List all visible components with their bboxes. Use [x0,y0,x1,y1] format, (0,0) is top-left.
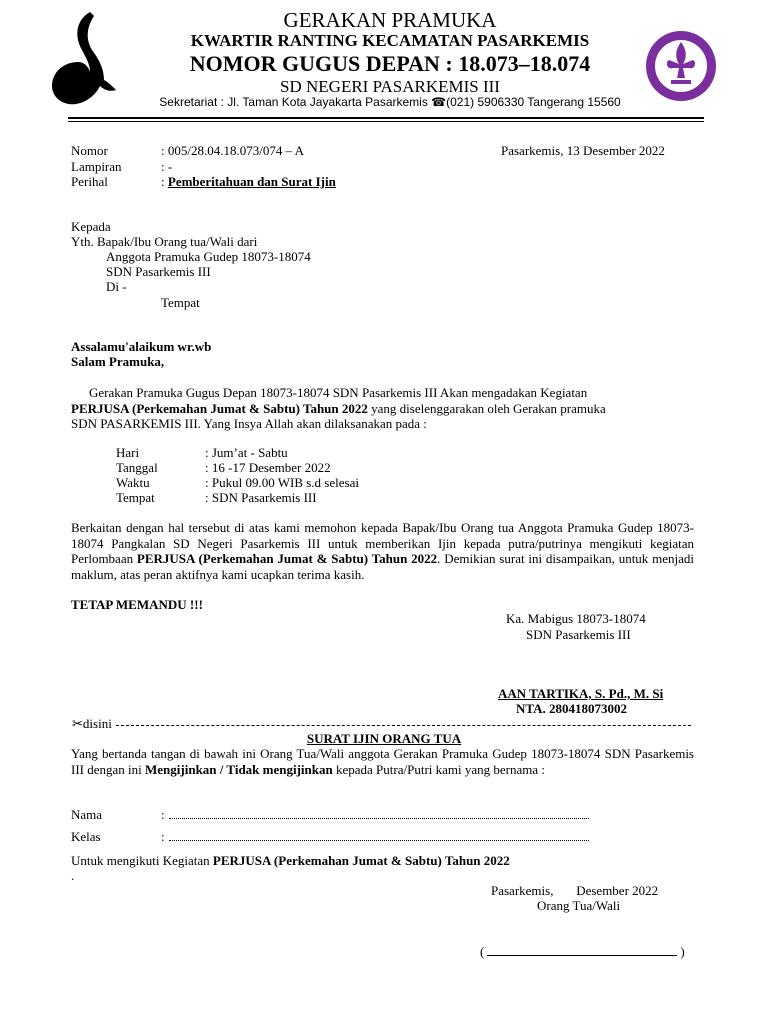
schedule-hari-label: Hari [116,445,140,460]
signature-title: Ka. Mabigus 18073-18074 [506,611,646,626]
nama-field[interactable] [161,807,589,823]
nama-colon: : [161,807,165,822]
close-paren: ) [680,944,685,959]
para1-event: PERJUSA (Perkemahan Jumat & Sabtu) Tahun 2022 [71,400,368,416]
permit-place-date: Pasarkemis, Desember 2022 [491,883,659,898]
signature-school: SDN Pasarkemis III [526,627,631,642]
kelas-field[interactable] [161,829,589,845]
header-rule-thick [68,117,704,119]
nama-label: Nama [71,807,103,822]
para2-text-b: . Demikian surat ini disampaikan, untuk menjadi maklum, atas peran aktifnya kami ucapkan terima kasih. [71,551,694,582]
nama-dotted-line [169,808,589,819]
nomor-label: Nomor [71,143,108,158]
dashed-divider [116,725,691,726]
permit-intro-a: Yang bertanda tangan di bawah ini Orang Tua/Wali anggota Gerakan Pramuka Gudep 18073-18074 SDN Pasarkemis III dengan ini [71,746,694,777]
open-paren: ( [480,944,485,959]
permit-intro-b: kepada Putra/Putri kami yang bernama : [332,761,546,777]
perihal-colon: : [161,174,165,189]
para2-event: PERJUSA (Perkemahan Jumat & Sabtu) Tahun 2022 [136,551,438,566]
recipient-kepada: Kepada [71,219,111,234]
signature-blank [487,943,677,956]
lampiran-label: Lampiran [71,159,122,174]
motto: TETAP MEMANDU !!! [71,597,203,612]
scissors-icon: ✂ [72,716,83,731]
schedule-waktu-value: : Pukul 09.00 WIB s.d selesai [205,475,359,490]
kelas-label: Kelas [71,829,101,844]
letter-date: Pasarkemis, 13 Desember 2022 [501,143,665,158]
secretariat-address: Sekretariat : Jl. Taman Kota Jayakarta Pasarkemis ☎(021) 5906330 Tangerang 15560 [159,95,621,109]
cut-line [72,716,712,732]
para2-text-a: Berkaitan dengan hal tersebut di atas kami memohon kepada Bapak/Ibu Orang tua Anggota Pramuka Gudep 18073-18074 Pangkalan SD Negeri Pasarkemis III untuk memberikan Ijin kepada putra/putrinya mengikuti kegiatan Perlombaan [71,520,694,566]
permit-role: Orang Tua/Wali [537,898,621,913]
paragraph-announcement [71,385,694,432]
paragraph-request [71,520,694,582]
permit-follow-event: PERJUSA (Perkemahan Jumat & Sabtu) Tahun 2022 [212,853,510,868]
kelas-colon: : [161,829,165,844]
permit-signature-line[interactable] [480,943,685,960]
schedule-waktu-label: Waktu [116,475,150,490]
gugus-number: NOMOR GUGUS DEPAN : 18.073–18.074 [189,51,591,76]
lampiran-value: : - [161,159,173,174]
recipient-group: Anggota Pramuka Gudep 18073-18074 [106,249,311,264]
recipient-di: Di - [106,279,127,294]
schedule-tempat-value: : SDN Pasarkemis III [205,490,317,505]
para1-line2 [71,401,694,417]
para1-event-rest: yang diselenggarakan oleh Gerakan pramuka [367,400,606,416]
school-name: SD NEGERI PASARKEMIS III [280,77,500,96]
schedule-tanggal-value: : 16 -17 Desember 2022 [205,460,331,475]
recipient-yth: Yth. Bapak/Ibu Orang tua/Wali dari [71,234,258,249]
greeting-salam: Salam Pramuka, [71,354,165,369]
header-rule-thin [68,121,704,122]
recipient-school: SDN Pasarkemis III [106,264,211,279]
org-name: GERAKAN PRAMUKA [283,8,497,32]
permit-follow-a: Untuk mengikuti Kegiatan [71,853,213,868]
schedule-hari-value: : Jum’at - Sabtu [205,445,288,460]
schedule-tempat-label: Tempat [116,490,155,505]
permit-period: . [71,868,75,883]
signature-name: AAN TARTIKA, S. Pd., M. Si [498,686,664,701]
recipient-tempat: Tempat [161,295,200,310]
permit-intro [71,746,694,777]
perihal-row [161,174,336,190]
kelas-dotted-line [169,830,589,841]
permit-choice: Mengijinkan / Tidak mengijinkan [145,761,333,777]
schedule-tanggal-label: Tanggal [116,460,158,475]
nomor-value: : 005/28.04.18.073/074 – A [161,143,305,158]
para1-line1: Gerakan Pramuka Gugus Depan 18073-18074 SDN Pasarkemis III Akan mengadakan Kegiatan [89,385,588,400]
signature-nta: NTA. 280418073002 [516,701,627,716]
para1-line3: SDN PASARKEMIS III. Yang Insya Allah akan dilaksanakan pada : [71,416,427,431]
greeting-assalamu: Assalamu'alaikum wr.wb [71,339,212,354]
permit-follow [71,853,510,869]
perihal-label: Perihal [71,174,108,189]
kwartir-name: KWARTIR RANTING KECAMATAN PASARKEMIS [190,31,590,50]
permit-title: SURAT IJIN ORANG TUA [306,731,462,746]
perihal-value: Pemberitahuan dan Surat Ijin [167,174,336,189]
cut-label: disini [82,716,112,731]
